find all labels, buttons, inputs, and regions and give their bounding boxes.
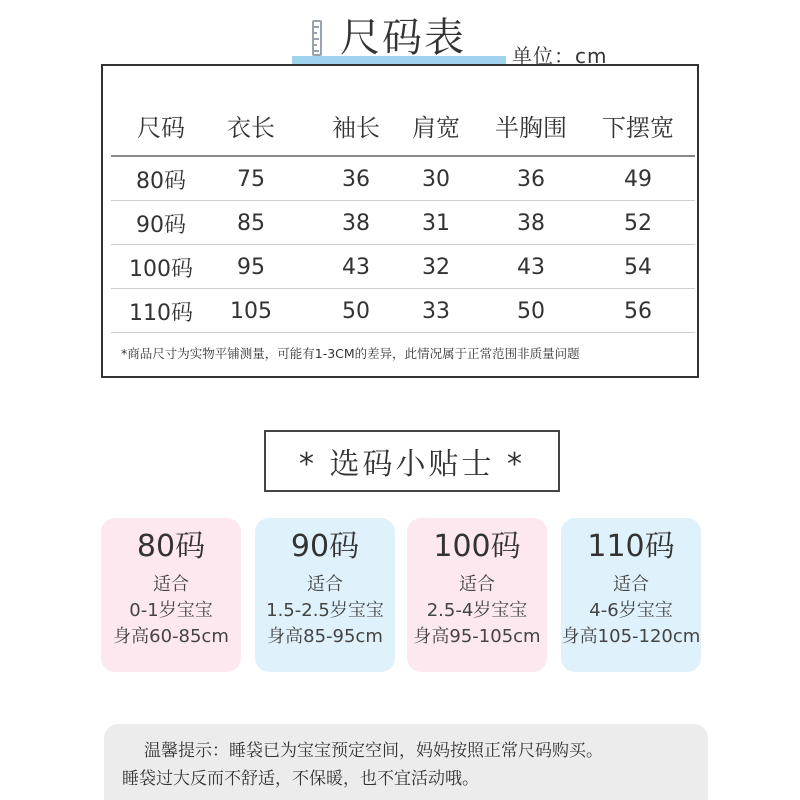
table-cell: 50 xyxy=(517,298,545,324)
tip-card-height: 身高95-105cm xyxy=(413,626,541,647)
table-cell: 85 xyxy=(237,210,265,236)
tip-card-age: 0-1岁宝宝 xyxy=(129,600,213,621)
table-cell: 43 xyxy=(342,254,370,280)
table-cell: 31 xyxy=(422,210,450,236)
tip-card-fit: 适合 xyxy=(459,574,495,595)
tip-card-height: 身高85-95cm xyxy=(267,626,383,647)
tip-card-90 xyxy=(255,518,395,672)
table-cell: 95 xyxy=(237,254,265,280)
size-table xyxy=(101,64,699,378)
table-cell: 30 xyxy=(422,166,450,192)
reminder-line-1: 温馨提示：睡袋已为宝宝预定空间，妈妈按照正常尺码购买。 xyxy=(144,741,603,761)
tip-card-size: 110码 xyxy=(587,529,675,564)
table-header-row xyxy=(111,93,695,157)
tip-card-fit: 适合 xyxy=(307,574,343,595)
table-cell: 90码 xyxy=(136,212,186,238)
table-cell: 50 xyxy=(342,298,370,324)
column-header: 尺码 xyxy=(137,113,185,142)
table-cell: 38 xyxy=(342,210,370,236)
table-cell: 105 xyxy=(230,298,272,324)
column-header: 袖长 xyxy=(332,113,380,142)
tip-card-fit: 适合 xyxy=(153,574,189,595)
tip-card-100 xyxy=(407,518,547,672)
table-cell: 110码 xyxy=(129,300,193,326)
row-divider xyxy=(111,332,695,333)
tips-title: * 选码小贴士 * xyxy=(264,430,560,492)
table-row xyxy=(111,157,695,201)
table-cell: 33 xyxy=(422,298,450,324)
column-header: 下摆宽 xyxy=(602,113,674,142)
unit-label: 单位：cm xyxy=(512,44,608,68)
table-cell: 49 xyxy=(624,166,652,192)
table-row xyxy=(111,245,695,289)
reminder-line-2: 睡袋过大反而不舒适，不保暖，也不宜活动哦。 xyxy=(122,769,479,789)
table-cell: 38 xyxy=(517,210,545,236)
tip-card-size: 100码 xyxy=(433,529,521,564)
column-header: 半胸围 xyxy=(495,113,567,142)
tip-card-age: 2.5-4岁宝宝 xyxy=(426,600,528,621)
tip-card-age: 1.5-2.5岁宝宝 xyxy=(266,600,384,621)
table-cell: 36 xyxy=(517,166,545,192)
table-cell: 75 xyxy=(237,166,265,192)
column-header: 衣长 xyxy=(227,113,275,142)
measurement-note: *商品尺寸为实物平铺测量，可能有1-3CM的差异，此情况属于正常范围非质量问题 xyxy=(121,346,580,361)
table-cell: 80码 xyxy=(136,168,186,194)
tip-card-110 xyxy=(561,518,701,672)
table-row xyxy=(111,289,695,333)
table-cell: 54 xyxy=(624,254,652,280)
tip-card-fit: 适合 xyxy=(613,574,649,595)
table-cell: 36 xyxy=(342,166,370,192)
reminder-panel xyxy=(104,724,708,800)
page-title: 尺码表 xyxy=(340,15,466,61)
tip-card-age: 4-6岁宝宝 xyxy=(589,600,673,621)
table-cell: 32 xyxy=(422,254,450,280)
table-row xyxy=(111,201,695,245)
tip-card-height: 身高105-120cm xyxy=(561,626,701,647)
table-cell: 43 xyxy=(517,254,545,280)
ruler-icon xyxy=(312,20,322,56)
column-header: 肩宽 xyxy=(412,113,460,142)
size-table-grid xyxy=(111,93,695,333)
tip-card-80 xyxy=(101,518,241,672)
tip-card-size: 80码 xyxy=(136,529,206,564)
table-cell: 52 xyxy=(624,210,652,236)
tip-card-size: 90码 xyxy=(290,529,360,564)
table-cell: 100码 xyxy=(129,256,193,282)
table-cell: 56 xyxy=(624,298,652,324)
tip-card-height: 身高60-85cm xyxy=(113,626,229,647)
